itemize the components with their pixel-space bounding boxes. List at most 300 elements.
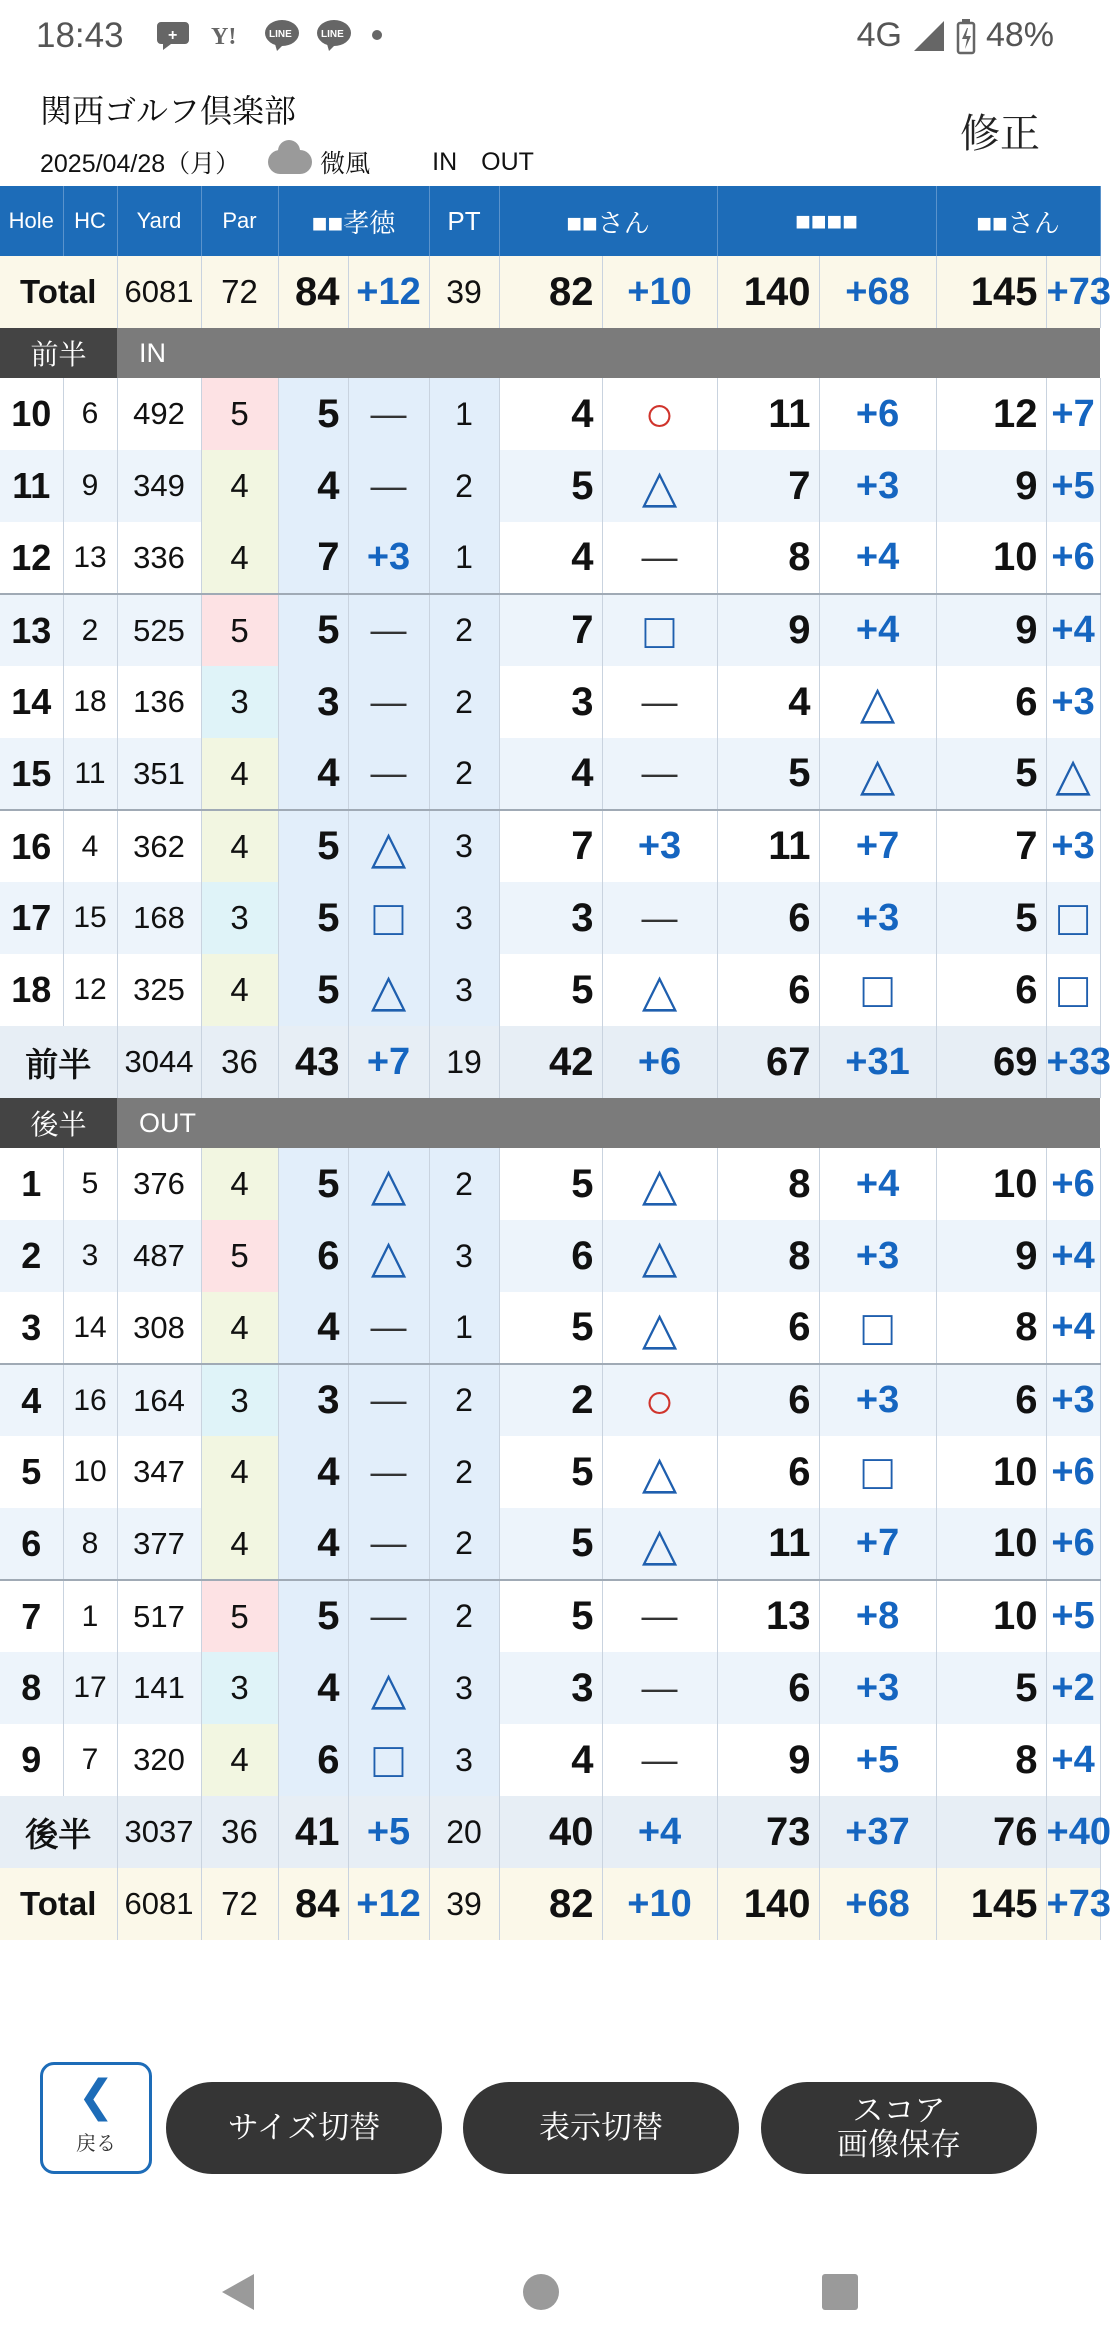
dash-marker-icon: [348, 378, 429, 450]
player-score[interactable]: 5: [499, 1580, 602, 1652]
total-putts: 39: [429, 256, 499, 328]
hole-row[interactable]: [0, 882, 1100, 954]
triangle-marker-icon: [819, 666, 936, 738]
handicap: 17: [63, 1652, 117, 1724]
section-name: 後半: [0, 1098, 117, 1148]
player-score[interactable]: 4: [278, 1292, 348, 1364]
hole-row[interactable]: [0, 1292, 1100, 1364]
player-score[interactable]: 11: [717, 378, 819, 450]
player-score[interactable]: 5: [717, 738, 819, 810]
hole-number: 16: [0, 810, 63, 882]
player-score[interactable]: 4: [278, 738, 348, 810]
par: 4: [201, 1724, 278, 1796]
handicap: 9: [63, 450, 117, 522]
dash-icon: ―: [370, 1379, 407, 1420]
total-par: 72: [201, 256, 278, 328]
edit-button[interactable]: 修正: [960, 112, 1040, 156]
nav-recents-icon[interactable]: [820, 2270, 860, 2314]
square-icon: □: [862, 1444, 893, 1500]
hole-number: 13: [0, 594, 63, 666]
player-score[interactable]: 4: [499, 378, 602, 450]
subtotal-label: 前半: [0, 1026, 117, 1098]
app-notification-icon: [155, 18, 195, 52]
player-total-over-par: +73: [1046, 1868, 1100, 1940]
player-score[interactable]: 6: [278, 1220, 348, 1292]
putts[interactable]: 2: [429, 738, 499, 810]
dash-icon: ―: [370, 752, 407, 793]
circle-icon: ○: [644, 386, 675, 442]
yardage: 336: [117, 522, 201, 594]
triangle-marker-icon: [602, 450, 717, 522]
hole-number: 11: [0, 450, 63, 522]
over-par-value: +5: [1046, 450, 1100, 522]
col-hc: HC: [63, 186, 117, 256]
round-header: [0, 72, 1080, 186]
yardage: 487: [117, 1220, 201, 1292]
over-par-value: +2: [1046, 1652, 1100, 1724]
over-par-value: +3: [1046, 1364, 1100, 1436]
subtotal-putts: 20: [429, 1796, 499, 1868]
player-score[interactable]: 7: [499, 594, 602, 666]
player-total-over-par: +68: [819, 1868, 936, 1940]
player-score[interactable]: 5: [936, 738, 1046, 810]
player-score[interactable]: 3: [499, 666, 602, 738]
dash-marker-icon: [348, 1508, 429, 1580]
player-score[interactable]: 6: [499, 1220, 602, 1292]
par: 3: [201, 1652, 278, 1724]
back-label: 戻る: [76, 2133, 116, 2155]
player-score[interactable]: 5: [499, 1508, 602, 1580]
hole-number: 12: [0, 522, 63, 594]
dash-icon: ―: [641, 536, 678, 577]
hole-number: 18: [0, 954, 63, 1026]
handicap: 12: [63, 954, 117, 1026]
putts[interactable]: 2: [429, 450, 499, 522]
triangle-icon: △: [641, 964, 678, 1016]
dash-icon: ―: [641, 680, 678, 722]
size-toggle-button[interactable]: サイズ切替: [166, 2082, 442, 2174]
player-subtotal-over-par: +40: [1046, 1796, 1100, 1868]
dash-icon: ―: [641, 896, 678, 938]
player-score[interactable]: 5: [499, 1148, 602, 1220]
yardage: 492: [117, 378, 201, 450]
triangle-marker-icon: [602, 954, 717, 1026]
section-header-front: [0, 328, 1100, 378]
triangle-icon: △: [641, 1517, 678, 1570]
round-date: 2025/04/28（月）: [40, 150, 241, 178]
yardage: 320: [117, 1724, 201, 1796]
player-score[interactable]: 5: [278, 378, 348, 450]
square-marker-icon: [602, 594, 717, 666]
over-par-value: +6: [1046, 1508, 1100, 1580]
player-score[interactable]: 4: [278, 1508, 348, 1580]
player-score[interactable]: 10: [936, 1580, 1046, 1652]
player-total-over-par: +10: [602, 1868, 717, 1940]
player-score[interactable]: 2: [499, 1364, 602, 1436]
player-score[interactable]: 5: [499, 954, 602, 1026]
dash-icon: ―: [370, 1522, 407, 1563]
hole-row[interactable]: [0, 1436, 1100, 1508]
player-score[interactable]: 8: [936, 1292, 1046, 1364]
dash-icon: ―: [370, 609, 407, 650]
line-icon: [263, 18, 301, 52]
over-par-value: +3: [819, 882, 936, 954]
player-score[interactable]: 7: [936, 810, 1046, 882]
square-icon: □: [1057, 962, 1089, 1018]
over-par-value: +7: [819, 810, 936, 882]
player-score[interactable]: 6: [717, 1652, 819, 1724]
dash-icon: ―: [641, 752, 678, 793]
dash-marker-icon: [602, 882, 717, 954]
over-par-value: +4: [819, 522, 936, 594]
dash-marker-icon: [348, 666, 429, 738]
save-image-label-1: スコア: [852, 2093, 946, 2128]
hole-row[interactable]: [0, 1580, 1100, 1652]
putts[interactable]: 2: [429, 1436, 499, 1508]
square-marker-icon: [819, 1436, 936, 1508]
putts[interactable]: 1: [429, 1292, 499, 1364]
dash-icon: ―: [370, 1450, 407, 1492]
total-row-top: [0, 256, 1100, 328]
hole-number: 10: [0, 378, 63, 450]
player-score[interactable]: 8: [717, 522, 819, 594]
subtotal-yard: 3044: [117, 1026, 201, 1098]
yardage: 141: [117, 1652, 201, 1724]
player-score[interactable]: 6: [717, 1292, 819, 1364]
svg-text:LINE: LINE: [321, 29, 344, 40]
player-score[interactable]: 3: [278, 1364, 348, 1436]
player-score[interactable]: 6: [936, 1364, 1046, 1436]
player-score[interactable]: 5: [499, 1436, 602, 1508]
section-course: OUT: [117, 1098, 1100, 1148]
player-score[interactable]: 9: [717, 594, 819, 666]
player-score[interactable]: 6: [936, 954, 1046, 1026]
dash-icon: ―: [370, 1306, 407, 1347]
col-par: Par: [201, 186, 278, 256]
yardage: 164: [117, 1364, 201, 1436]
hole-row[interactable]: [0, 1508, 1100, 1580]
over-par-value: +5: [819, 1724, 936, 1796]
player-3-name[interactable]: ■■■■: [717, 186, 936, 256]
player-score[interactable]: 5: [278, 594, 348, 666]
player-score[interactable]: 5: [278, 1148, 348, 1220]
over-par-value: +3: [819, 450, 936, 522]
dash-icon: ―: [641, 1595, 678, 1636]
circle-marker-icon: [602, 378, 717, 450]
svg-text:LINE: LINE: [269, 29, 292, 40]
player-score[interactable]: 11: [717, 1508, 819, 1580]
player-subtotal-score: 40: [499, 1796, 602, 1868]
player-score[interactable]: 5: [499, 1292, 602, 1364]
dash-icon: ―: [370, 1595, 407, 1636]
triangle-icon: △: [641, 460, 678, 512]
putts[interactable]: 2: [429, 1148, 499, 1220]
player-subtotal-over-par: +37: [819, 1796, 936, 1868]
yardage: 525: [117, 594, 201, 666]
triangle-icon: △: [370, 1662, 407, 1714]
putts[interactable]: 1: [429, 522, 499, 594]
player-score[interactable]: 3: [499, 1652, 602, 1724]
hole-row[interactable]: [0, 594, 1100, 666]
over-par-value: +4: [1046, 1724, 1100, 1796]
player-score[interactable]: 10: [936, 522, 1046, 594]
dash-icon: ―: [370, 464, 407, 506]
putts[interactable]: 3: [429, 1724, 499, 1796]
col-pt: PT: [429, 186, 499, 256]
section-name: 前半: [0, 328, 117, 378]
player-score[interactable]: 9: [936, 1220, 1046, 1292]
player-score[interactable]: 7: [278, 522, 348, 594]
par: 3: [201, 882, 278, 954]
player-total-over-par: +68: [819, 256, 936, 328]
status-right: [857, 16, 1054, 55]
yardage: 308: [117, 1292, 201, 1364]
putts[interactable]: 2: [429, 666, 499, 738]
over-par-value: +3: [819, 1220, 936, 1292]
player-score[interactable]: 5: [499, 450, 602, 522]
player-subtotal-score: 73: [717, 1796, 819, 1868]
dash-marker-icon: [602, 1580, 717, 1652]
line-icon: [315, 18, 353, 52]
player-score[interactable]: 4: [717, 666, 819, 738]
dash-marker-icon: [348, 1364, 429, 1436]
triangle-marker-icon: [602, 1508, 717, 1580]
player-score[interactable]: 5: [278, 882, 348, 954]
putts[interactable]: 3: [429, 810, 499, 882]
total-yard: 6081: [117, 1868, 201, 1940]
player-score[interactable]: 11: [717, 810, 819, 882]
putts[interactable]: 3: [429, 954, 499, 1026]
putts[interactable]: 2: [429, 594, 499, 666]
player-2-name[interactable]: ■■さん: [499, 186, 717, 256]
handicap: 3: [63, 1220, 117, 1292]
triangle-icon: △: [859, 676, 896, 728]
hole-row[interactable]: [0, 378, 1100, 450]
player-score[interactable]: 7: [499, 810, 602, 882]
player-score[interactable]: 13: [717, 1580, 819, 1652]
yahoo-icon: [209, 18, 249, 52]
hole-row[interactable]: [0, 1652, 1100, 1724]
square-marker-icon: [1046, 954, 1100, 1026]
hole-row[interactable]: [0, 954, 1100, 1026]
dash-marker-icon: [348, 1436, 429, 1508]
over-par-value: +3: [602, 810, 717, 882]
player-score[interactable]: 5: [936, 1652, 1046, 1724]
over-par-value: +3: [1046, 666, 1100, 738]
player-total-over-par: +73: [1046, 256, 1100, 328]
player-score[interactable]: 10: [936, 1148, 1046, 1220]
player-score[interactable]: 10: [936, 1508, 1046, 1580]
player-score[interactable]: 7: [717, 450, 819, 522]
putts[interactable]: 3: [429, 882, 499, 954]
par: 4: [201, 1508, 278, 1580]
player-total-score: 82: [499, 256, 602, 328]
over-par-value: +3: [348, 522, 429, 594]
putts[interactable]: 3: [429, 1652, 499, 1724]
dash-marker-icon: [348, 594, 429, 666]
player-score[interactable]: 6: [278, 1724, 348, 1796]
handicap: 15: [63, 882, 117, 954]
hole-row[interactable]: [0, 738, 1100, 810]
square-icon: □: [862, 1299, 893, 1356]
over-par-value: +3: [819, 1364, 936, 1436]
section-header-back: [0, 1098, 1100, 1148]
player-score[interactable]: 9: [936, 450, 1046, 522]
hole-row[interactable]: [0, 1148, 1100, 1220]
player-subtotal-score: 69: [936, 1026, 1046, 1098]
player-score[interactable]: 3: [499, 882, 602, 954]
back-button[interactable]: [40, 2062, 152, 2174]
player-total-over-par: +12: [348, 256, 429, 328]
hole-row[interactable]: [0, 1364, 1100, 1436]
player-score[interactable]: 10: [936, 1436, 1046, 1508]
hole-number: 9: [0, 1724, 63, 1796]
svg-text:+: +: [168, 27, 178, 44]
handicap: 1: [63, 1580, 117, 1652]
over-par-value: +3: [819, 1652, 936, 1724]
battery-percent: 48%: [985, 16, 1054, 54]
square-marker-icon: [819, 1292, 936, 1364]
square-icon: □: [862, 962, 893, 1018]
putts[interactable]: 2: [429, 1580, 499, 1652]
dash-marker-icon: [602, 522, 717, 594]
over-par-value: +6: [819, 378, 936, 450]
dash-icon: ―: [641, 1738, 678, 1780]
player-score[interactable]: 6: [717, 882, 819, 954]
player-score[interactable]: 4: [499, 738, 602, 810]
svg-text:Y!: Y!: [211, 24, 237, 50]
club-name: 関西ゴルフ倶楽部: [40, 93, 297, 129]
subtotal-putts: 19: [429, 1026, 499, 1098]
player-score[interactable]: 6: [717, 1364, 819, 1436]
triangle-marker-icon: [602, 1220, 717, 1292]
player-score[interactable]: 5: [278, 810, 348, 882]
total-yard: 6081: [117, 256, 201, 328]
player-score[interactable]: 5: [278, 1580, 348, 1652]
handicap: 11: [63, 738, 117, 810]
yardage: 351: [117, 738, 201, 810]
par: 4: [201, 1148, 278, 1220]
triangle-marker-icon: [602, 1436, 717, 1508]
course-in-label: IN: [432, 147, 458, 176]
triangle-icon: △: [641, 1158, 678, 1210]
square-marker-icon: [1046, 882, 1100, 954]
save-image-button[interactable]: [761, 2082, 1037, 2174]
triangle-icon: △: [370, 964, 407, 1016]
square-icon: □: [373, 890, 404, 946]
system-nav-bar: [0, 2240, 1080, 2340]
square-marker-icon: [348, 1724, 429, 1796]
over-par-value: +6: [1046, 522, 1100, 594]
player-subtotal-over-par: +6: [602, 1026, 717, 1098]
player-score[interactable]: 5: [936, 882, 1046, 954]
yardage: 325: [117, 954, 201, 1026]
hole-row[interactable]: [0, 1724, 1100, 1796]
handicap: 16: [63, 1364, 117, 1436]
dash-marker-icon: [348, 738, 429, 810]
player-score[interactable]: 8: [936, 1724, 1046, 1796]
player-4-name[interactable]: ■■さん: [936, 186, 1100, 256]
square-marker-icon: [819, 954, 936, 1026]
hole-number: 7: [0, 1580, 63, 1652]
player-score[interactable]: 6: [936, 666, 1046, 738]
yardage: 349: [117, 450, 201, 522]
player-subtotal-score: 76: [936, 1796, 1046, 1868]
hole-row[interactable]: [0, 522, 1100, 594]
scorecard: [0, 186, 1111, 1962]
player-score[interactable]: 3: [278, 666, 348, 738]
putts[interactable]: 3: [429, 1220, 499, 1292]
player-score[interactable]: 9: [717, 1724, 819, 1796]
player-score[interactable]: 9: [936, 594, 1046, 666]
over-par-value: +4: [1046, 1292, 1100, 1364]
total-putts: 39: [429, 1868, 499, 1940]
player-score[interactable]: 12: [936, 378, 1046, 450]
hole-number: 14: [0, 666, 63, 738]
display-toggle-button[interactable]: 表示切替: [463, 2082, 739, 2174]
triangle-icon: △: [370, 820, 407, 873]
hole-row[interactable]: [0, 450, 1100, 522]
player-score[interactable]: 4: [278, 1436, 348, 1508]
player-score[interactable]: 6: [717, 954, 819, 1026]
player-score[interactable]: 5: [278, 954, 348, 1026]
player-score[interactable]: 8: [717, 1220, 819, 1292]
yardage: 377: [117, 1508, 201, 1580]
handicap: 2: [63, 594, 117, 666]
handicap: 13: [63, 522, 117, 594]
par: 4: [201, 738, 278, 810]
handicap: 14: [63, 1292, 117, 1364]
player-score[interactable]: 4: [499, 522, 602, 594]
over-par-value: +7: [1046, 378, 1100, 450]
player-total-score: 145: [936, 1868, 1046, 1940]
par: 4: [201, 1436, 278, 1508]
player-score[interactable]: 8: [717, 1148, 819, 1220]
hole-row[interactable]: [0, 1220, 1100, 1292]
player-subtotal-over-par: +7: [348, 1026, 429, 1098]
subtotal-par: 36: [201, 1026, 278, 1098]
player-subtotal-score: 43: [278, 1026, 348, 1098]
player-score[interactable]: 4: [278, 1652, 348, 1724]
triangle-icon: △: [370, 1158, 407, 1210]
nav-home-icon[interactable]: [521, 2270, 561, 2314]
player-score[interactable]: 4: [499, 1724, 602, 1796]
hole-row[interactable]: [0, 666, 1100, 738]
subtotal-label: 後半: [0, 1796, 117, 1868]
putts[interactable]: 2: [429, 1508, 499, 1580]
handicap: 18: [63, 666, 117, 738]
player-score[interactable]: 4: [278, 450, 348, 522]
dash-marker-icon: [348, 450, 429, 522]
player-1-name[interactable]: ■■孝徳: [278, 186, 429, 256]
putts[interactable]: 2: [429, 1364, 499, 1436]
yardage: 168: [117, 882, 201, 954]
player-subtotal-score: 67: [717, 1026, 819, 1098]
hole-row[interactable]: [0, 810, 1100, 882]
putts[interactable]: 1: [429, 378, 499, 450]
player-total-score: 140: [717, 1868, 819, 1940]
section-course: IN: [117, 328, 1100, 378]
player-score[interactable]: 6: [717, 1436, 819, 1508]
dash-marker-icon: [602, 1724, 717, 1796]
square-icon: □: [373, 1732, 404, 1788]
player-subtotal-over-par: +4: [602, 1796, 717, 1868]
over-par-value: +6: [1046, 1148, 1100, 1220]
player-subtotal-over-par: +31: [819, 1026, 936, 1098]
subtotal-par: 36: [201, 1796, 278, 1868]
nav-back-icon[interactable]: [218, 2270, 258, 2314]
triangle-icon: △: [1055, 747, 1091, 800]
